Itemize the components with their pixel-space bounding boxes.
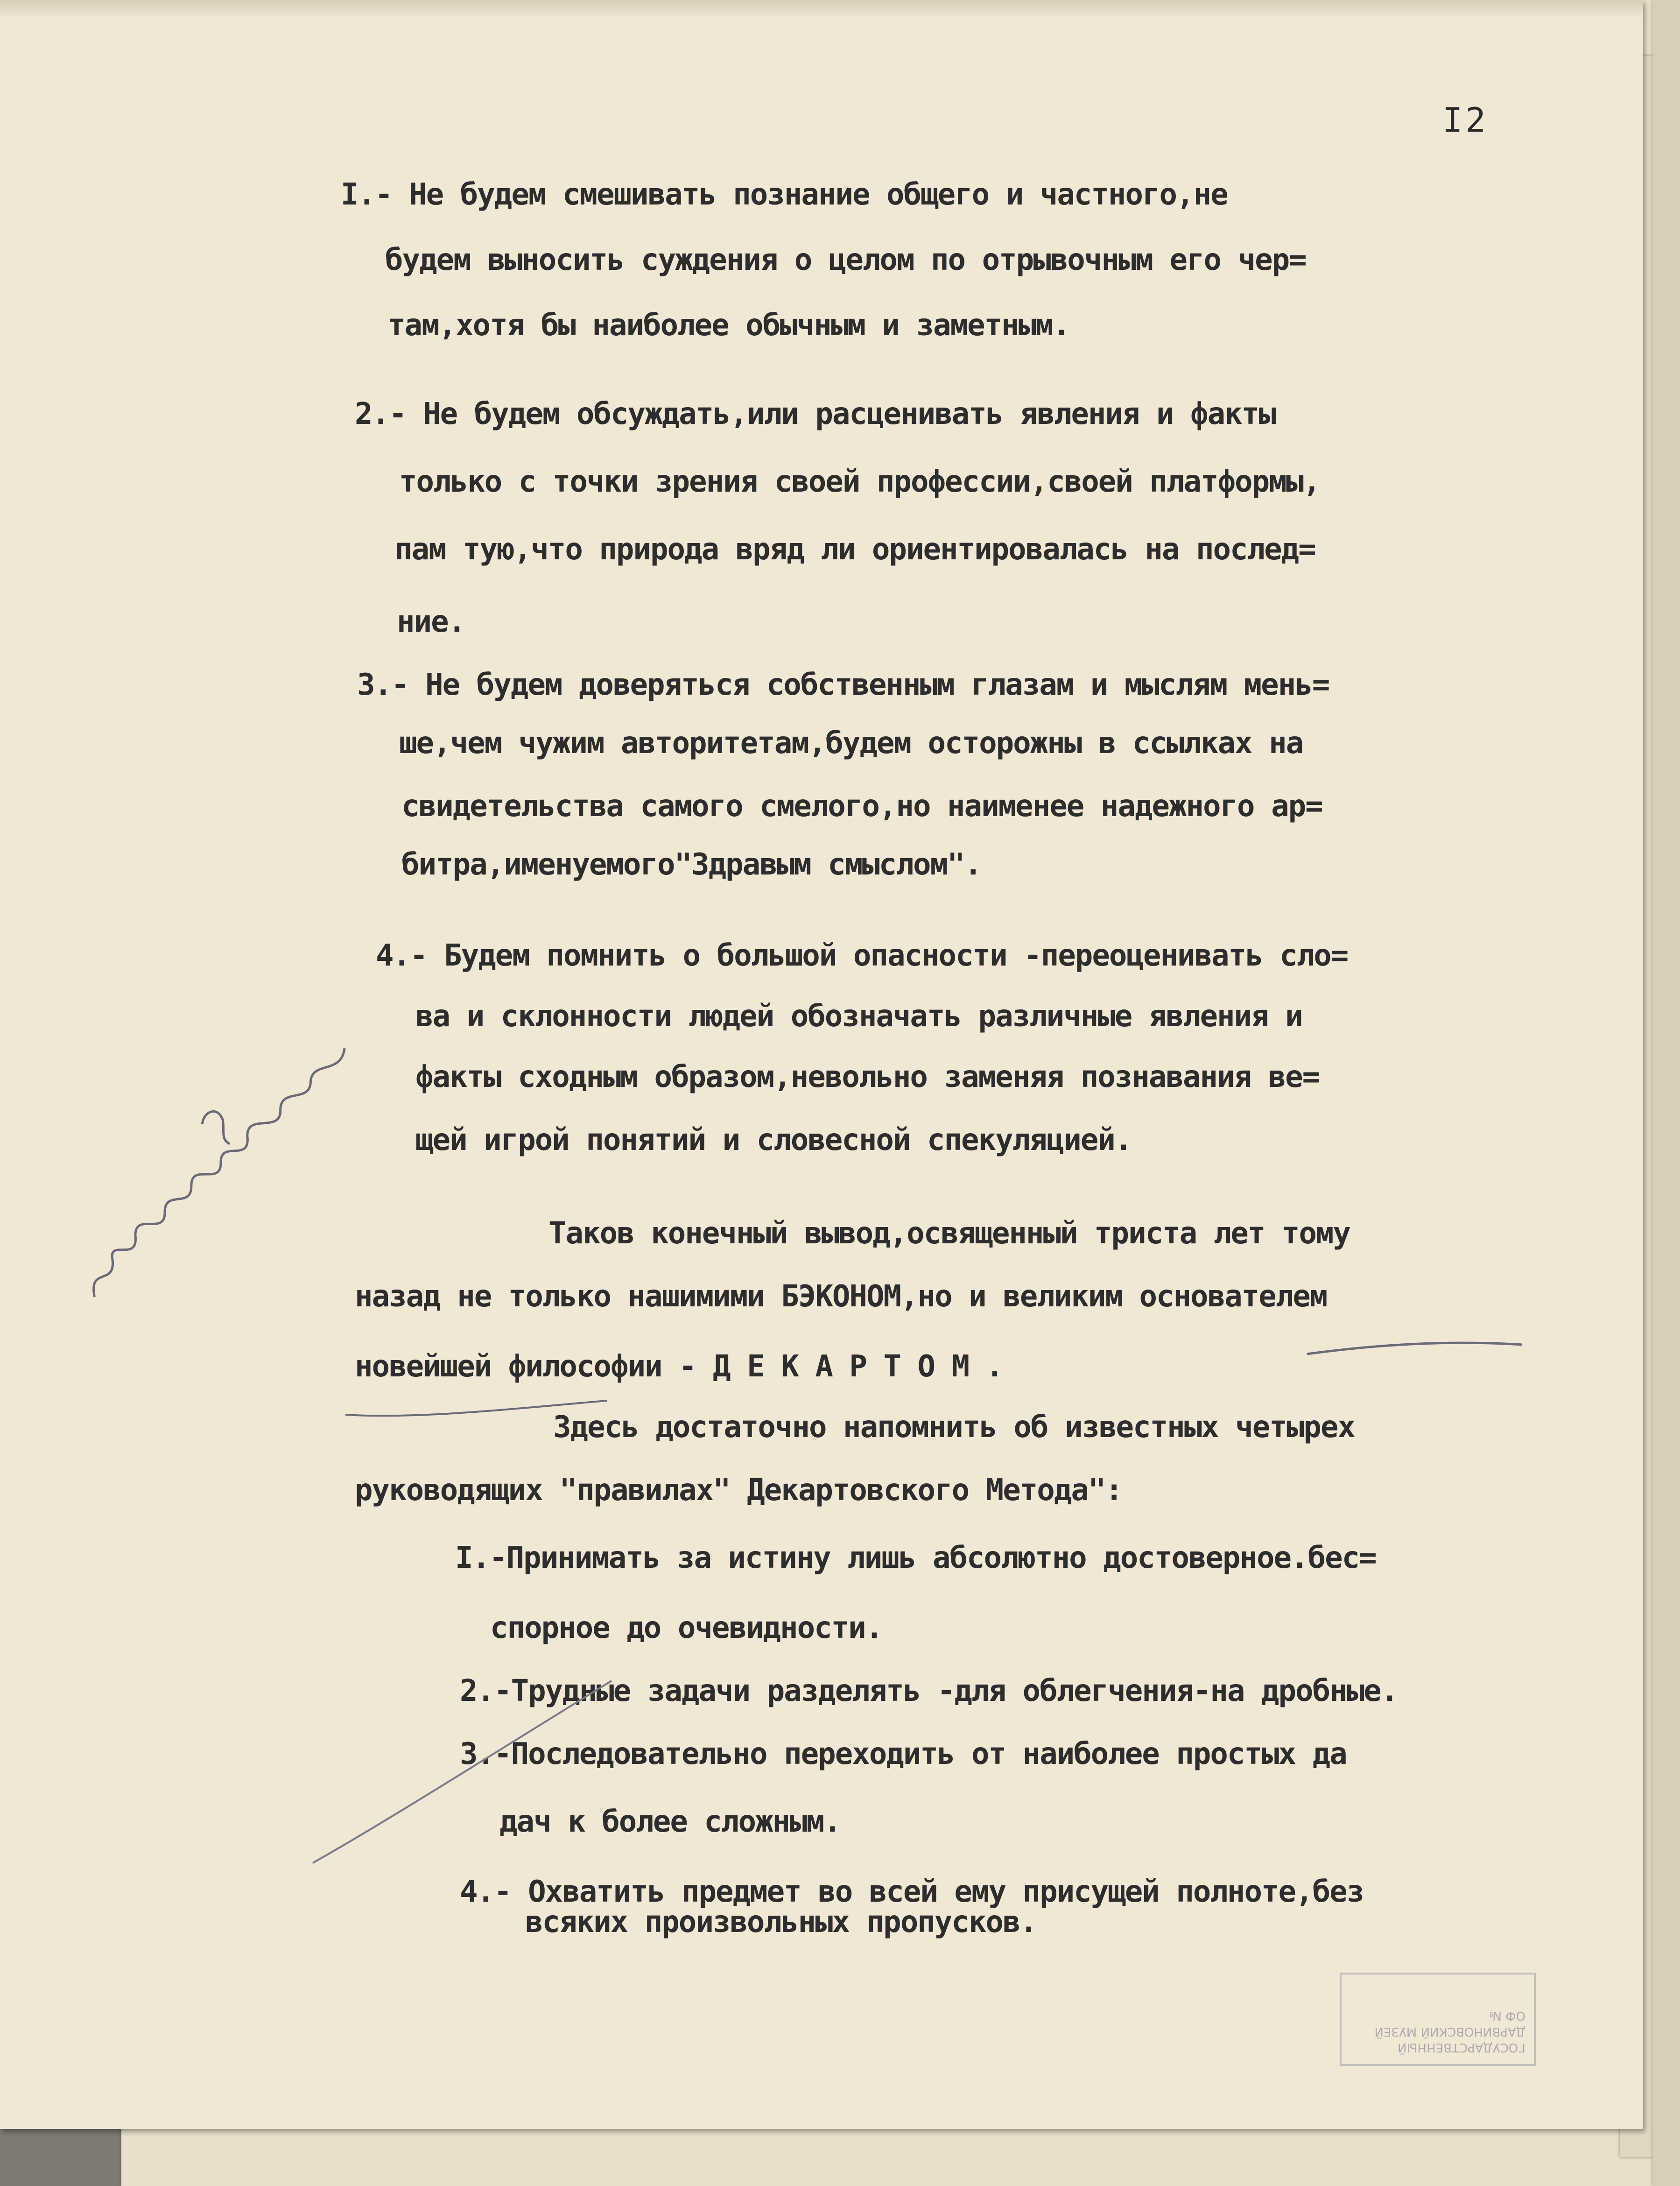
stamp-line: ГОСУДАРСТВЕННЫЙ <box>1398 2040 1525 2054</box>
text-line: 2.-Трудные задачи разделять -для облегчения-на дробные. <box>460 1674 1398 1708</box>
text-line: всяких произвольных пропусков. <box>525 1905 1037 1939</box>
pencil-underline-mark <box>327 1326 1587 1438</box>
text-line: ва и склонности людей обозначать различные явления и <box>415 999 1302 1034</box>
text-line: 3.-Последовательно переходить от наиболее простых да <box>460 1737 1347 1771</box>
text-line: Таков конечный вывод,освященный триста лет тому <box>548 1216 1350 1251</box>
text-line: пам тую,что природа вряд ли ориентировалась на послед= <box>394 532 1315 567</box>
text-line: 4.- Охватить предмет во всей ему присущей полноте,без <box>460 1875 1364 1909</box>
text-line: новейшей философии - Д Е К А Р Т О М . <box>355 1349 1003 1384</box>
text-line: факты сходным образом,невольно заменяя познавания ве= <box>415 1060 1320 1094</box>
text-line: 4.- Будем помнить о большой опасности -переоценивать сло= <box>376 938 1348 973</box>
text-line: руководящих "правилах" Декартовского Метода": <box>355 1473 1122 1508</box>
handwritten-margin-note <box>42 979 437 1320</box>
stamp-line: ОФ № <box>1489 2009 1525 2023</box>
text-line: 2.- Не будем обсуждать,или расценивать явления и факты <box>355 397 1276 431</box>
text-line: будем выносить суждения о целом по отрывочным его чер= <box>385 243 1306 277</box>
text-line: Здесь достаточно напомнить об известных четырех <box>553 1410 1355 1445</box>
text-line: ние. <box>397 605 465 639</box>
underlying-sheet-edge-2 <box>1652 0 1680 2186</box>
text-line: спорное до очевидности. <box>490 1611 883 1645</box>
stamp-line: ДАРВИНОВСКИЙ МУЗЕЙ <box>1374 2024 1525 2039</box>
margin-note-handwriting-icon <box>42 979 436 1318</box>
text-line: 3.- Не будем доверяться собственным глазам и мыслям мень= <box>357 668 1329 702</box>
archive-stamp <box>1340 1973 1536 2066</box>
text-line: щей игрой понятий и словесной спекуляцией. <box>415 1123 1132 1157</box>
text-line: I.-Принимать за истину лишь абсолютно достоверное.бес= <box>455 1541 1376 1575</box>
text-line: свидетельства самого смелого,но наименее надежного ар= <box>401 789 1322 824</box>
text-line: там,хотя бы наиболее обычным и заметным. <box>387 308 1070 343</box>
text-line: дач к более сложным. <box>499 1805 841 1839</box>
text-line: только с точки зрения своей профессии,своей платформы, <box>399 465 1320 499</box>
page-top-edge <box>0 0 1643 19</box>
text-line: I.- Не будем смешивать познание общего и частного,не <box>341 177 1228 212</box>
pencil-diagonal-stroke <box>303 1662 630 1877</box>
text-line: назад не только нашимими БЭКОНОМ,но и великим основателем <box>355 1279 1327 1314</box>
text-line: ше,чем чужим авторитетам,будем осторожны в ссылках на <box>399 726 1303 761</box>
page-number: I2 <box>1442 100 1489 140</box>
text-line: битра,именуемого"Здравым смыслом". <box>401 847 982 882</box>
